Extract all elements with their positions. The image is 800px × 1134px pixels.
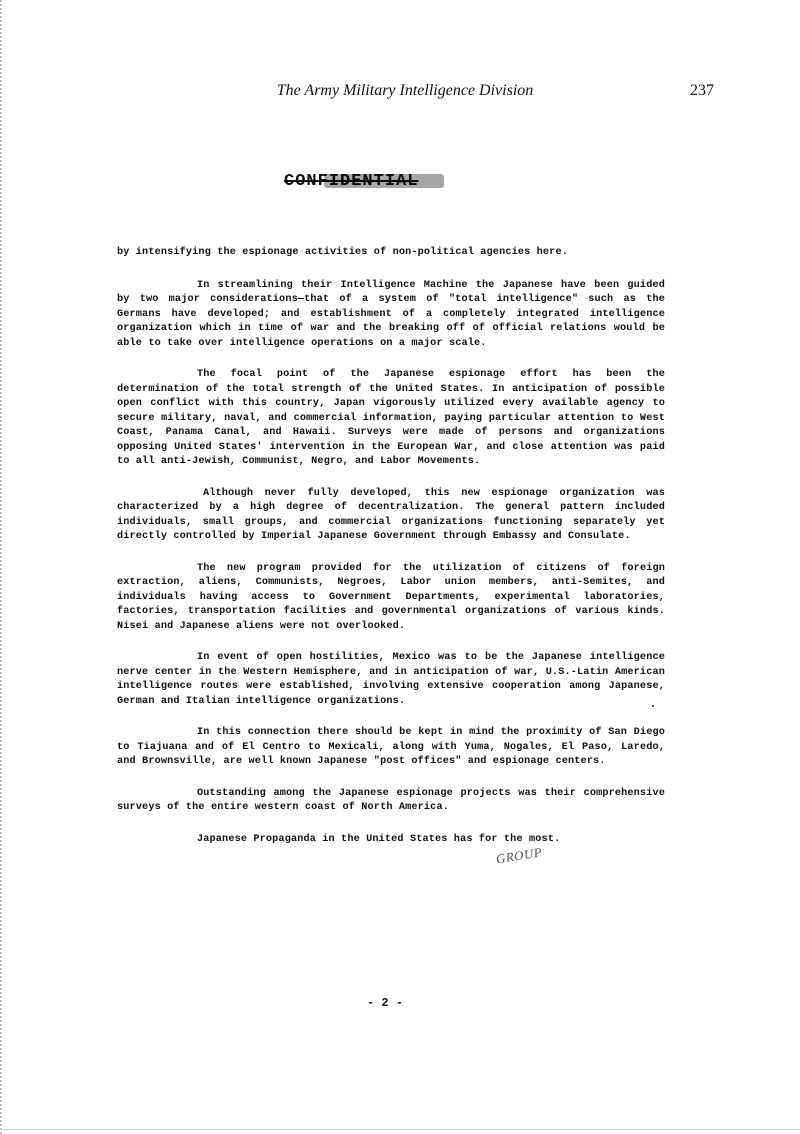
body-paragraph-6: In event of open hostilities, Mexico was to be the Japanese intelligence nerve center in the Western Hemisphere, and in anticipation of war, U.S.-Latin American intelligence routes were established, involving extensive cooperation among Japanese, German and Italian intelligence organizations. [117, 652, 665, 707]
body-paragraph-9: Japanese Propaganda in the United States has for the most. [197, 833, 561, 845]
classification-stamp [284, 172, 504, 196]
body-paragraph-5: The new program provided for the utilization of citizens of foreign extraction, aliens, Communists, Negroes, Labor union members, anti-Semites, and individuals having access to Government Departments, experimental laboratories, factories, transportation facilities and governmental organizations of various kinds. Nisei and Japanese aliens were not overlooked. [117, 562, 665, 632]
page-number: 237 [690, 82, 714, 99]
running-title: The Army Military Intelligence Division [276, 82, 534, 99]
memo-body [117, 246, 665, 864]
body-paragraph-8: Outstanding among the Japanese espionage projects was their comprehensive surveys of the entire western coast of North America. [117, 787, 665, 813]
scan-bottom-edge [0, 1129, 800, 1130]
running-header [0, 82, 800, 104]
handwritten-annotation: GROUP [494, 844, 544, 867]
body-paragraph-2: In streamlining their Intelligence Machine the Japanese have been guided by two major considerations—that of a system of "total intelligence" such as the Germans have developed; and establishment of a completely integrated intelligence organization which in time of war and the breaking off of official relations would be able to take over intelligence operations on a major scale. [117, 279, 665, 349]
classification-stamp-text: CONFIDENTIAL [284, 172, 419, 191]
body-paragraph-1: by intensifying the espionage activities of non-political agencies here. [117, 247, 568, 258]
scan-left-edge [0, 0, 5, 1134]
body-paragraph-3: The focal point of the Japanese espionage effort has been the determination of the total strength of the United States. In anticipation of possible open conflict with this country, Japan vigorously utilized every available agency to secure military, naval, and commercial information, paying particular attention to West Coast, Panama Canal, and Hawaii. Surveys were made of persons and organizations opposing United States' intervention in the European War, and close attention was paid to all anti-Jewish, Communist, Negro, and Labor Movements. [117, 369, 665, 467]
body-paragraph-7: In this connection there should be kept in mind the proximity of San Diego to Tiajuana and of El Centro to Mexicali, along with Yuma, Nogales, El Paso, Laredo, and Brownsville, are well known Japanese "post offices" and espionage centers. [117, 727, 665, 767]
stray-mark [652, 705, 654, 707]
typed-page-number: - 2 - [366, 996, 403, 1010]
body-paragraph-4: Although never fully developed, this new espionage organization was characterized by a high degree of decentralization. The general pattern included individuals, small groups, and commercial organizations functioning separately yet directly controlled by Imperial Japanese Government through Embassy and Consulate. [117, 487, 665, 542]
stamp-smudge [324, 174, 444, 188]
